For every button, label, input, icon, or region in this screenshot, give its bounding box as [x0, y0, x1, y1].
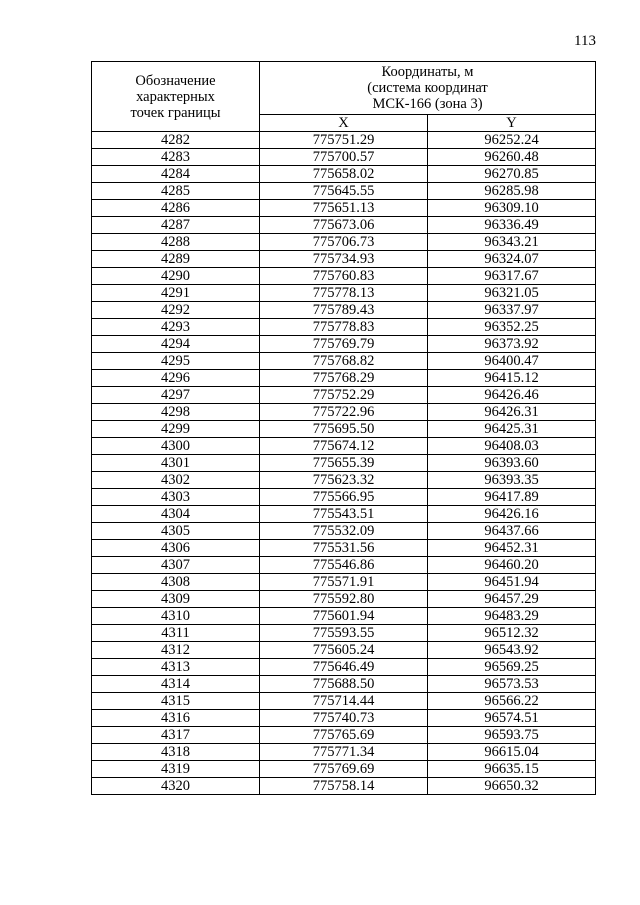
cell-x: 775546.86 — [260, 557, 428, 574]
cell-y: 96417.89 — [428, 489, 596, 506]
table-row — [92, 183, 596, 200]
cell-point-id: 4297 — [92, 387, 260, 404]
cell-x: 775658.02 — [260, 166, 428, 183]
cell-y: 96260.48 — [428, 149, 596, 166]
cell-x: 775655.39 — [260, 455, 428, 472]
cell-y: 96373.92 — [428, 336, 596, 353]
cell-point-id: 4314 — [92, 676, 260, 693]
cell-point-id: 4284 — [92, 166, 260, 183]
cell-point-id: 4292 — [92, 302, 260, 319]
cell-y: 96393.35 — [428, 472, 596, 489]
cell-y: 96426.31 — [428, 404, 596, 421]
table-row — [92, 285, 596, 302]
cell-point-id: 4316 — [92, 710, 260, 727]
header-coordinates — [260, 62, 596, 115]
table-row — [92, 676, 596, 693]
cell-x: 775706.73 — [260, 234, 428, 251]
header-x: X — [260, 115, 428, 132]
table-row — [92, 132, 596, 149]
table-row — [92, 421, 596, 438]
table-row — [92, 523, 596, 540]
cell-x: 775532.09 — [260, 523, 428, 540]
table-row — [92, 251, 596, 268]
table-row — [92, 540, 596, 557]
table-row — [92, 574, 596, 591]
cell-y: 96425.31 — [428, 421, 596, 438]
cell-x: 775571.91 — [260, 574, 428, 591]
header-point-line: Обозначение — [135, 72, 216, 89]
cell-point-id: 4308 — [92, 574, 260, 591]
cell-x: 775769.79 — [260, 336, 428, 353]
table-row — [92, 659, 596, 676]
cell-x: 775592.80 — [260, 591, 428, 608]
table-row — [92, 268, 596, 285]
table-row — [92, 455, 596, 472]
cell-y: 96317.67 — [428, 268, 596, 285]
cell-point-id: 4285 — [92, 183, 260, 200]
table-row — [92, 234, 596, 251]
cell-x: 775674.12 — [260, 438, 428, 455]
cell-y: 96574.51 — [428, 710, 596, 727]
cell-point-id: 4296 — [92, 370, 260, 387]
cell-x: 775714.44 — [260, 693, 428, 710]
cell-x: 775593.55 — [260, 625, 428, 642]
cell-x: 775740.73 — [260, 710, 428, 727]
table-row — [92, 438, 596, 455]
cell-y: 96512.32 — [428, 625, 596, 642]
cell-x: 775768.29 — [260, 370, 428, 387]
table-row — [92, 642, 596, 659]
cell-y: 96451.94 — [428, 574, 596, 591]
cell-x: 775566.95 — [260, 489, 428, 506]
table-row — [92, 319, 596, 336]
cell-y: 96285.98 — [428, 183, 596, 200]
header-point-line: точек границы — [130, 104, 221, 121]
table-row — [92, 353, 596, 370]
cell-y: 96452.31 — [428, 540, 596, 557]
cell-x: 775700.57 — [260, 149, 428, 166]
cell-x: 775765.69 — [260, 727, 428, 744]
cell-point-id: 4283 — [92, 149, 260, 166]
cell-point-id: 4317 — [92, 727, 260, 744]
table-header — [92, 62, 596, 132]
cell-x: 775752.29 — [260, 387, 428, 404]
table-row — [92, 591, 596, 608]
table-row — [92, 472, 596, 489]
table-row — [92, 387, 596, 404]
table-row — [92, 370, 596, 387]
cell-x: 775722.96 — [260, 404, 428, 421]
cell-point-id: 4305 — [92, 523, 260, 540]
table-row — [92, 506, 596, 523]
cell-y: 96252.24 — [428, 132, 596, 149]
cell-x: 775695.50 — [260, 421, 428, 438]
table-row — [92, 149, 596, 166]
header-coords-line: МСК-166 (зона 3) — [372, 96, 483, 112]
cell-x: 775673.06 — [260, 217, 428, 234]
cell-x: 775734.93 — [260, 251, 428, 268]
table-row — [92, 761, 596, 778]
cell-y: 96460.20 — [428, 557, 596, 574]
table-row — [92, 710, 596, 727]
cell-point-id: 4287 — [92, 217, 260, 234]
page-number: 113 — [574, 33, 596, 49]
cell-y: 96566.22 — [428, 693, 596, 710]
table-row — [92, 217, 596, 234]
cell-y: 96336.49 — [428, 217, 596, 234]
cell-x: 775778.83 — [260, 319, 428, 336]
cell-point-id: 4319 — [92, 761, 260, 778]
cell-y: 96393.60 — [428, 455, 596, 472]
table-row — [92, 625, 596, 642]
cell-point-id: 4303 — [92, 489, 260, 506]
cell-point-id: 4309 — [92, 591, 260, 608]
cell-x: 775789.43 — [260, 302, 428, 319]
cell-x: 775651.13 — [260, 200, 428, 217]
table-row — [92, 744, 596, 761]
cell-point-id: 4310 — [92, 608, 260, 625]
table-row — [92, 200, 596, 217]
cell-x: 775758.14 — [260, 778, 428, 795]
cell-y: 96270.85 — [428, 166, 596, 183]
cell-point-id: 4282 — [92, 132, 260, 149]
cell-point-id: 4299 — [92, 421, 260, 438]
table-body — [92, 132, 596, 795]
table-row — [92, 336, 596, 353]
cell-y: 96457.29 — [428, 591, 596, 608]
cell-y: 96483.29 — [428, 608, 596, 625]
cell-x: 775751.29 — [260, 132, 428, 149]
header-y: Y — [428, 115, 596, 132]
cell-point-id: 4304 — [92, 506, 260, 523]
table-row — [92, 557, 596, 574]
cell-x: 775601.94 — [260, 608, 428, 625]
cell-x: 775646.49 — [260, 659, 428, 676]
cell-point-id: 4295 — [92, 353, 260, 370]
table-row — [92, 608, 596, 625]
cell-y: 96593.75 — [428, 727, 596, 744]
cell-point-id: 4318 — [92, 744, 260, 761]
table-row — [92, 778, 596, 795]
cell-x: 775771.34 — [260, 744, 428, 761]
cell-y: 96426.46 — [428, 387, 596, 404]
cell-point-id: 4298 — [92, 404, 260, 421]
cell-y: 96569.25 — [428, 659, 596, 676]
header-coords-line: (система координат — [367, 80, 488, 96]
cell-point-id: 4300 — [92, 438, 260, 455]
cell-y: 96437.66 — [428, 523, 596, 540]
table-row — [92, 302, 596, 319]
table-row — [92, 489, 596, 506]
table-row — [92, 404, 596, 421]
header-point-line: характерных — [136, 88, 215, 105]
table-row — [92, 727, 596, 744]
cell-y: 96343.21 — [428, 234, 596, 251]
cell-y: 96352.25 — [428, 319, 596, 336]
cell-point-id: 4307 — [92, 557, 260, 574]
cell-point-id: 4289 — [92, 251, 260, 268]
cell-y: 96321.05 — [428, 285, 596, 302]
cell-y: 96337.97 — [428, 302, 596, 319]
cell-y: 96309.10 — [428, 200, 596, 217]
header-point-designation — [92, 62, 260, 132]
table-row — [92, 166, 596, 183]
cell-point-id: 4286 — [92, 200, 260, 217]
cell-y: 96408.03 — [428, 438, 596, 455]
cell-point-id: 4313 — [92, 659, 260, 676]
cell-x: 775760.83 — [260, 268, 428, 285]
cell-point-id: 4302 — [92, 472, 260, 489]
cell-point-id: 4311 — [92, 625, 260, 642]
cell-point-id: 4291 — [92, 285, 260, 302]
cell-y: 96415.12 — [428, 370, 596, 387]
cell-y: 96543.92 — [428, 642, 596, 659]
cell-point-id: 4306 — [92, 540, 260, 557]
cell-point-id: 4301 — [92, 455, 260, 472]
cell-y: 96426.16 — [428, 506, 596, 523]
header-coords-line: Координаты, м — [381, 64, 474, 80]
cell-y: 96573.53 — [428, 676, 596, 693]
cell-y: 96635.15 — [428, 761, 596, 778]
cell-x: 775778.13 — [260, 285, 428, 302]
cell-y: 96615.04 — [428, 744, 596, 761]
cell-point-id: 4312 — [92, 642, 260, 659]
cell-point-id: 4293 — [92, 319, 260, 336]
cell-x: 775768.82 — [260, 353, 428, 370]
cell-x: 775769.69 — [260, 761, 428, 778]
cell-y: 96400.47 — [428, 353, 596, 370]
table-row — [92, 693, 596, 710]
cell-point-id: 4288 — [92, 234, 260, 251]
cell-point-id: 4315 — [92, 693, 260, 710]
cell-x: 775623.32 — [260, 472, 428, 489]
cell-x: 775688.50 — [260, 676, 428, 693]
cell-x: 775645.55 — [260, 183, 428, 200]
cell-point-id: 4290 — [92, 268, 260, 285]
cell-y: 96324.07 — [428, 251, 596, 268]
cell-y: 96650.32 — [428, 778, 596, 795]
cell-x: 775605.24 — [260, 642, 428, 659]
coordinates-table — [91, 61, 596, 795]
cell-point-id: 4320 — [92, 778, 260, 795]
cell-x: 775531.56 — [260, 540, 428, 557]
cell-x: 775543.51 — [260, 506, 428, 523]
cell-point-id: 4294 — [92, 336, 260, 353]
